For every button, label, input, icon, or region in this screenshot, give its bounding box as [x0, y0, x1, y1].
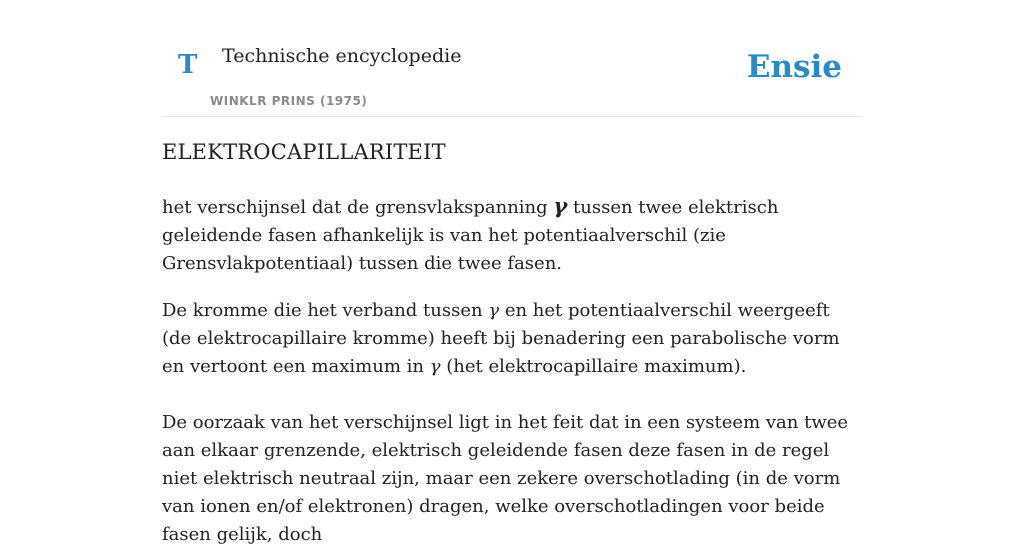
gamma-symbol: γ [429, 356, 441, 377]
gamma-symbol: γ [488, 300, 500, 321]
paragraph-2-text-b: en het potentiaalverschil weergeeft (de elektrocapillaire kromme) heeft bij benadering een parabolische vorm en vertoont een maximum in [162, 300, 840, 377]
paragraph-1 [162, 192, 862, 278]
ensie-logo-link[interactable]: Ensie [746, 49, 842, 85]
source-logo-icon[interactable]: T [178, 50, 198, 80]
paragraph-1-text-a: het verschijnsel dat de grensvlakspanning [162, 197, 548, 218]
paragraph-2 [162, 297, 862, 381]
article-headword: ELEKTROCAPILLARITEIT [162, 140, 446, 164]
source-title-link[interactable]: Technische encyclopedie [222, 45, 462, 67]
gamma-symbol: γ [553, 193, 568, 218]
paragraph-2-text-a: De kromme die het verband tussen [162, 300, 483, 321]
source-subtitle: WINKLR PRINS (1975) [210, 94, 368, 108]
paragraph-1-text-b: tussen twee elektrisch geleidende fasen afhankelijk is van het potentiaalverschil (zie Grensvlakpotentiaal) tussen die twee fasen. [162, 197, 779, 274]
article-body [162, 192, 862, 549]
paragraph-3: De oorzaak van het verschijnsel ligt in het feit dat in een systeem van twee aan elkaar grenzende, elektrisch geleidende fasen deze fasen in de regel niet elektrisch neutraal zijn, maar een zekere overschotlading (in de vorm van ionen en/of elektronen) dragen, welke overschotladingen voor beide fasen gelijk, doch [162, 412, 849, 545]
page [162, 0, 862, 545]
paragraph-2-text-c: (het elektrocapillaire maximum). [446, 356, 747, 377]
source-header [162, 0, 862, 117]
